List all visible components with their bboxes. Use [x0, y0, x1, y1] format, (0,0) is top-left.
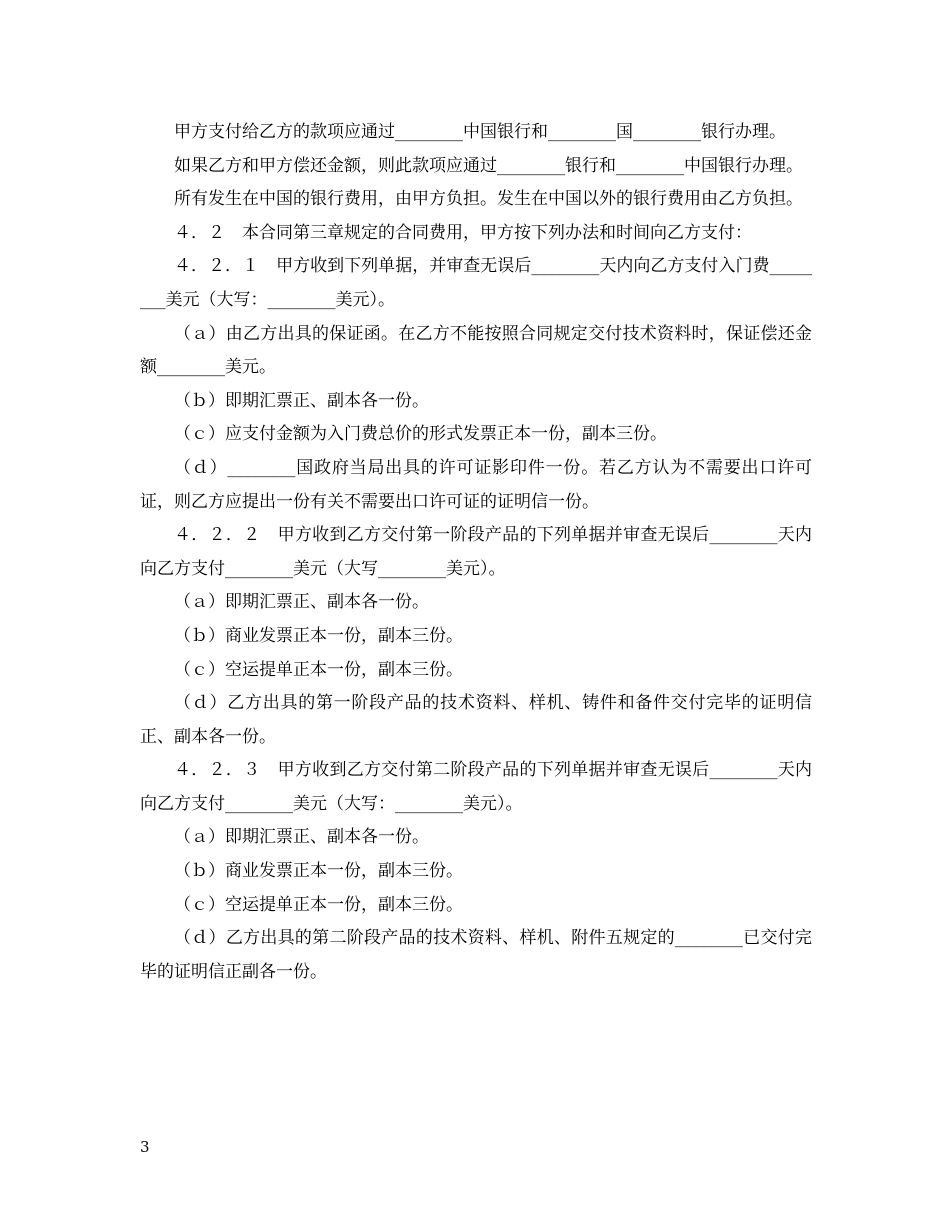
paragraph: （ｃ）应支付金额为入门费总价的形式发票正本一份，副本三份。: [174, 424, 667, 445]
document-body: [140, 116, 812, 989]
paragraph: ４．２．１ 甲方收到下列单据，并审查无误后________天内向乙方支付入门费________美元（大写：________美元）。: [140, 256, 812, 310]
paragraph: （ｄ）乙方出具的第一阶段产品的技术资料、样机、铸件和备件交付完毕的证明信正、副本各一份。: [140, 693, 812, 747]
paragraph: ４．２．３ 甲方收到乙方交付第二阶段产品的下列单据并审查无误后________天内向乙方支付________美元（大写：________美元）。: [140, 760, 812, 814]
paragraph: ４．２ 本合同第三章规定的合同费用，甲方按下列办法和时间向乙方支付：: [174, 222, 752, 243]
paragraph: （ｂ）商业发票正本一份，副本三份。: [174, 625, 463, 646]
paragraph: 所有发生在中国的银行费用，由甲方负担。发生在中国以外的银行费用由乙方负担。: [174, 189, 803, 210]
paragraph: 如果乙方和甲方偿还金额，则此款项应通过________银行和________中国银行办理。: [174, 155, 803, 176]
paragraph: （ａ）由乙方出具的保证函。在乙方不能按照合同规定交付技术资料时，保证偿还金额________美元。: [140, 323, 812, 378]
paragraph: （ｂ）即期汇票正、副本各一份。: [174, 390, 429, 411]
paragraph: 甲方支付给乙方的款项应通过________中国银行和________国________银行办理。: [174, 122, 786, 142]
paragraph: （ｃ）空运提单正本一份，副本三份。: [174, 659, 463, 680]
paragraph: ４．２．２ 甲方收到乙方交付第一阶段产品的下列单据并审查无误后________天内向乙方支付________美元（大写________美元）。: [140, 525, 812, 579]
paragraph: （ａ）即期汇票正、副本各一份。: [174, 827, 429, 848]
paragraph: （ｂ）商业发票正本一份，副本三份。: [174, 861, 463, 882]
page-number: 3: [140, 1138, 150, 1156]
paragraph: （ｄ）乙方出具的第二阶段产品的技术资料、样机、附件五规定的________已交付完毕的证明信正副各一份。: [140, 928, 812, 982]
paragraph: （ｃ）空运提单正本一份，副本三份。: [174, 894, 463, 915]
paragraph: （ｄ）________国政府当局出具的许可证影印件一份。若乙方认为不需要出口许可证，则乙方应提出一份有关不需要出口许可证的证明信一份。: [140, 457, 812, 512]
paragraph: （ａ）即期汇票正、副本各一份。: [174, 592, 429, 613]
